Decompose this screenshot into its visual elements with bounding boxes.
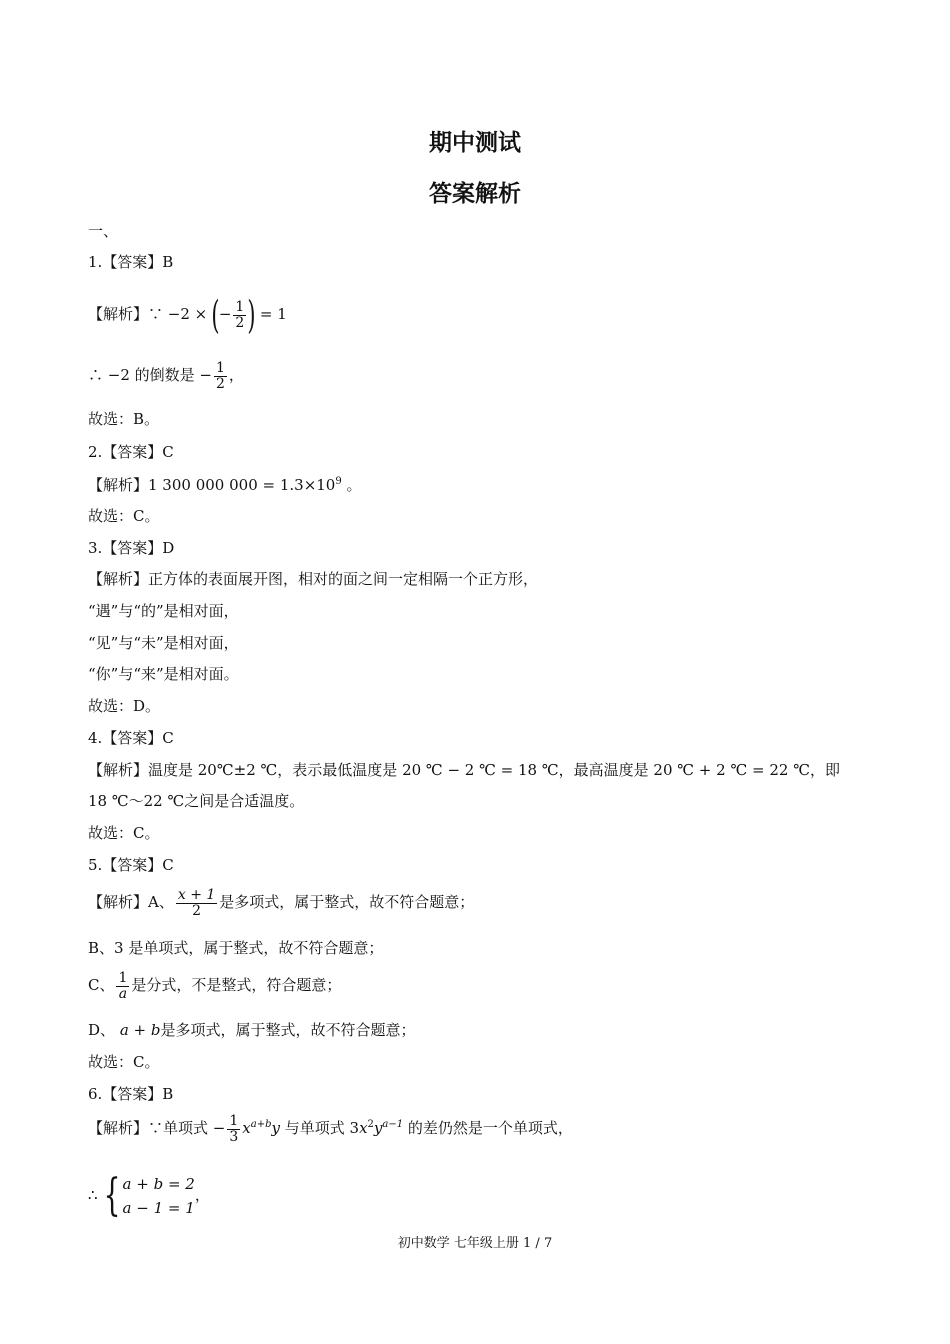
numerator: 1 [216, 360, 225, 376]
denominator: a [118, 985, 128, 1002]
q4-answer: 4.【答案】C [88, 729, 174, 747]
q5-analysis-d [88, 1023, 415, 1038]
q4-analysis-line1: 【解析】温度是 20℃±2 ℃，表示最低温度是 20 ℃ − 2 ℃ = 18 ℃，最高温度是 20 ℃ + 2 ℃ = 22 ℃，即 [88, 761, 840, 779]
fraction [176, 888, 217, 918]
var-y: y [373, 1119, 383, 1138]
right-paren: ) [247, 293, 256, 337]
q5-answer: 5.【答案】C [88, 856, 174, 874]
denominator: 3 [229, 1128, 239, 1145]
text: 【解析】A、 [88, 893, 174, 912]
q2-answer: 2.【答案】C [88, 443, 174, 461]
q3-answer: 3.【答案】D [88, 539, 175, 557]
page-footer: 初中数学 七年级上册 1 / 7 [397, 1236, 553, 1251]
exponent: a−1 [382, 1119, 404, 1131]
exponent: 2 [367, 1119, 374, 1131]
q5-selection: 故选：C。 [88, 1053, 160, 1071]
text: 是多项式，属于整式，故不符合题意； [219, 893, 475, 912]
q3-analysis-line4: “你”与“来”是相对面。 [88, 665, 239, 683]
text: 【解析】∵单项式 − [88, 1119, 226, 1138]
text: 【解析】∵ −2 × [88, 305, 212, 323]
denominator: 2 [216, 375, 225, 392]
text: ， [194, 1186, 210, 1204]
page-subtitle: 答案解析 [429, 181, 521, 207]
fraction [233, 300, 246, 330]
q5-analysis-b: B、3 是单项式，属于整式，故不符合题意； [88, 939, 384, 957]
fraction [227, 1114, 240, 1144]
q2-selection: 故选：C。 [88, 507, 160, 525]
exponent: 9 [335, 476, 342, 487]
text: 【解析】1 300 000 000 = 1.3×10 [88, 476, 336, 494]
exponent: a+b [250, 1119, 272, 1131]
q1-selection: 故选：B。 [88, 410, 160, 428]
q3-analysis-line1: 【解析】正方体的表面展开图，相对的面之间一定相隔一个正方形， [88, 570, 539, 588]
q6-analysis-line1 [88, 1114, 573, 1144]
var-x: x [359, 1119, 368, 1138]
text: 与单项式 3 [279, 1119, 360, 1138]
math-expression: a + b [119, 1021, 161, 1039]
text: ∴ −2 的倒数是 − [88, 366, 212, 385]
q3-analysis-line2: “遇”与“的”是相对面， [88, 602, 239, 620]
q2-analysis [88, 477, 362, 493]
section-heading: 一、 [88, 222, 119, 240]
q1-answer: 1.【答案】B [88, 253, 174, 271]
fraction [214, 361, 227, 391]
denominator: 2 [192, 902, 202, 919]
fraction [116, 971, 129, 1001]
q5-analysis-c [88, 971, 341, 1001]
q6-analysis-line2 [88, 1172, 210, 1220]
left-brace: { [103, 1170, 120, 1221]
q1-analysis-line2 [88, 361, 244, 391]
q4-analysis-line2: 18 ℃～22 ℃之间是合适温度。 [88, 792, 305, 810]
text: ， [228, 366, 244, 385]
q1-analysis-line1: 【解析】∵ −2 × (− $\frac{1}{2}$ ) = 1 [88, 293, 287, 337]
therefore-symbol: ∴ [88, 1186, 98, 1204]
equation-2: a − 1 = 1 [122, 1199, 195, 1217]
text: 。 [341, 476, 362, 494]
left-paren: ( [211, 293, 220, 337]
equation-system [123, 1172, 195, 1220]
text: 是分式，不是整式，符合题意； [131, 976, 342, 995]
var-y: y [271, 1119, 280, 1138]
var-x: x [242, 1119, 251, 1138]
q5-analysis-a [88, 888, 474, 918]
text: C、 [88, 976, 115, 995]
q3-selection: 故选：D。 [88, 697, 161, 715]
numerator: 1 [118, 970, 128, 986]
text: D、 [88, 1021, 116, 1039]
numerator: 1 [235, 298, 245, 315]
denominator: 2 [235, 314, 245, 331]
q4-selection: 故选：C。 [88, 824, 160, 842]
equation-1: a + b = 2 [122, 1175, 195, 1193]
text: 的差仍然是一个单项式， [403, 1119, 573, 1138]
q6-answer: 6.【答案】B [88, 1085, 174, 1103]
text: = 1 [255, 305, 287, 323]
page-title: 期中测试 [429, 130, 521, 156]
numerator: 1 [229, 1113, 239, 1129]
numerator: x + 1 [177, 887, 216, 903]
text: 是多项式，属于整式，故不符合题意； [160, 1021, 416, 1039]
q3-analysis-line3: “见”与“未”是相对面， [88, 634, 239, 652]
